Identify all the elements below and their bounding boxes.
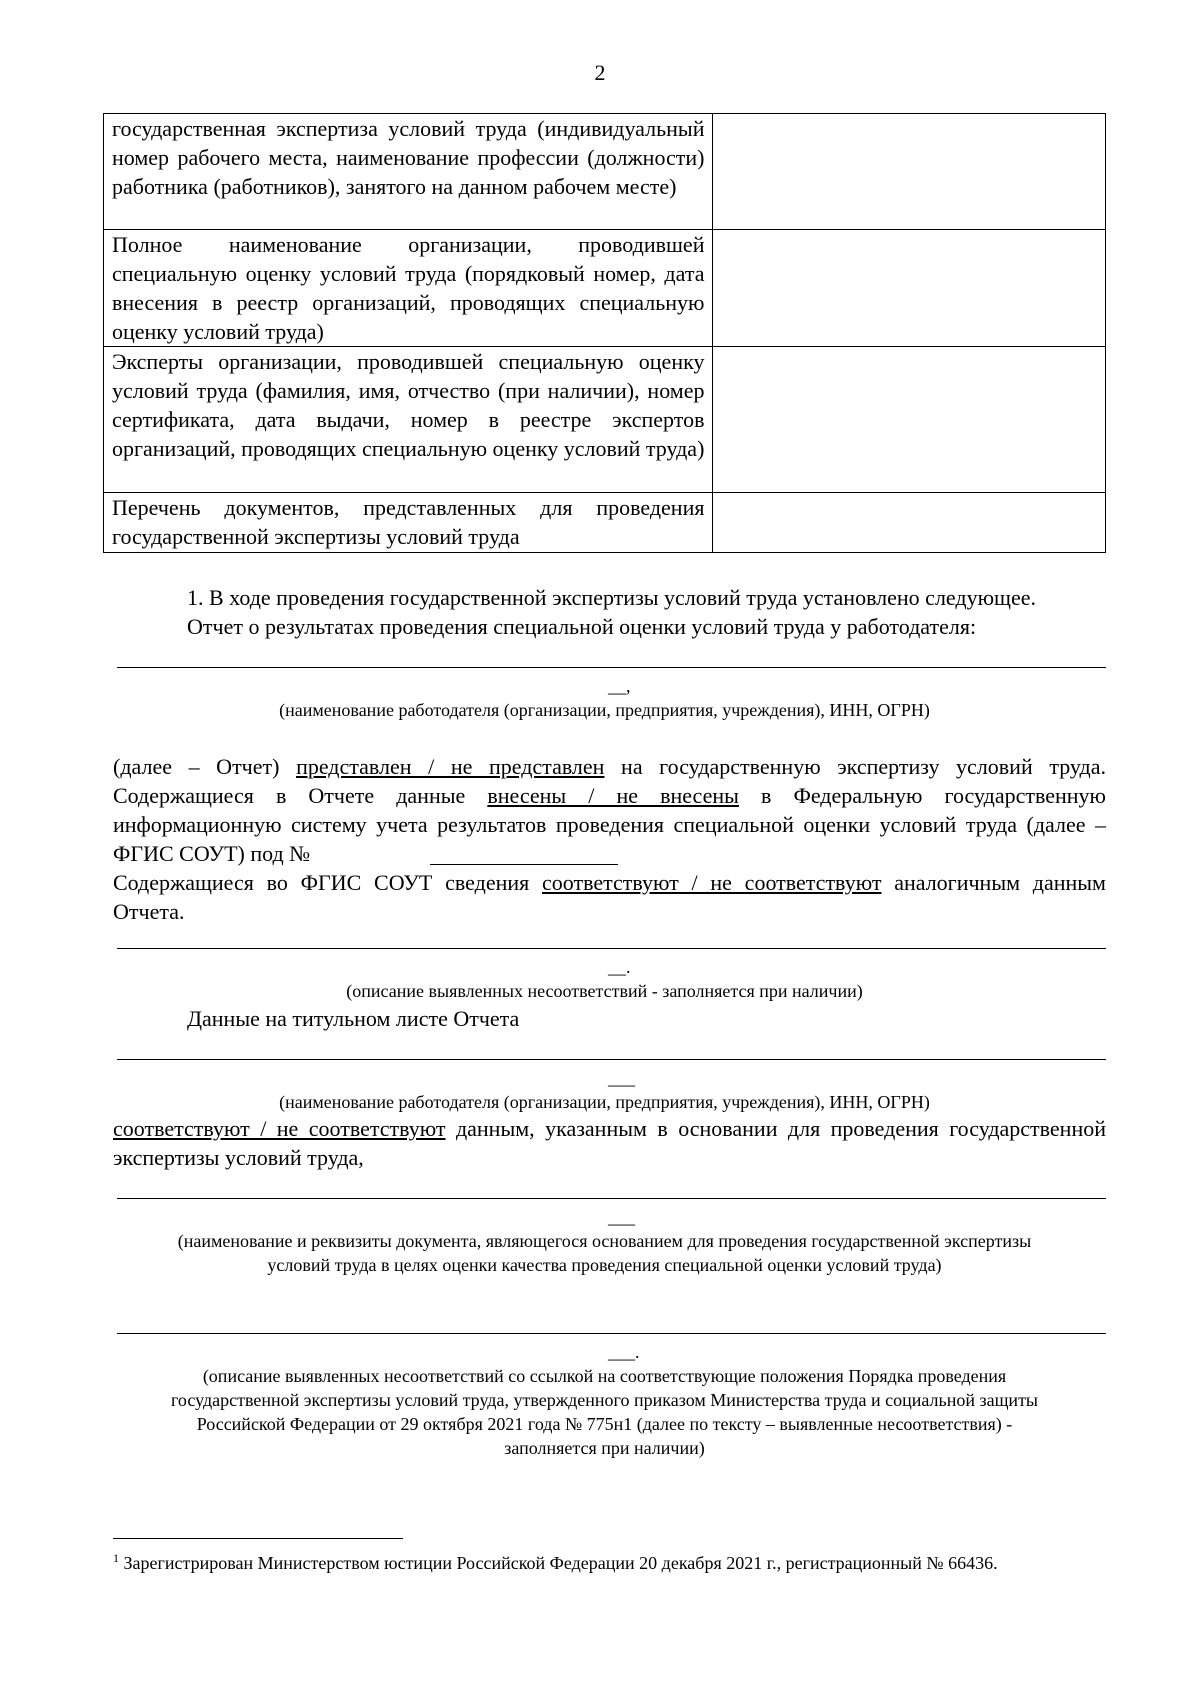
table-row: [104, 230, 1106, 347]
table-cell-label: Перечень документов, представленных для проведения государственной экспертизы условий труда: [104, 493, 713, 553]
fill-line: [117, 1059, 1106, 1060]
title-page-label: Данные на титульном листе Отчета: [187, 1006, 520, 1031]
info-table: [103, 113, 1106, 553]
caption-basis-document-2: условий труда в целях оценки качества проведения специальной оценки условий труда): [267, 1255, 942, 1275]
table-cell-label: Эксперты организации, проводившей специальную оценку условий труда (фамилия, имя, отчество (при наличии), номер сертификата, дата выдачи, номер в реестре экспертов организаций, проводящих специальную оценку условий труда): [104, 347, 713, 493]
page-number: 2: [594, 60, 606, 85]
fill-line-tail: ___: [608, 1068, 635, 1088]
table-row: [104, 347, 1106, 493]
report-status-paragraph: [113, 752, 1106, 868]
table-cell-label: государственная экспертиза условий труда (индивидуальный номер рабочего места, наименование профессии (должности) работника (работников), занятого на данном рабочем месте): [104, 114, 713, 230]
caption-mismatch-detail-4: заполняется при наличии): [504, 1438, 705, 1458]
registry-number-line: [430, 864, 618, 865]
report-text: данным, указанным в основании для проведения государственной экспертизы условий труда,: [113, 1116, 1106, 1170]
fill-line: [117, 1198, 1106, 1199]
report-option: соответствуют / не соответствуют: [113, 1116, 446, 1141]
footnote-text: Зарегистрирован Министерством юстиции Российской Федерации 20 декабря 2021 г., регистрационный № 66436.: [119, 1553, 998, 1573]
table-cell-value: [713, 230, 1106, 347]
fill-line: [117, 948, 1106, 949]
footnote: [113, 1546, 998, 1575]
table-row: [104, 114, 1106, 230]
report-text: аналогичным данным Отчета.: [113, 870, 1106, 924]
fgis-match-paragraph: [113, 868, 1106, 926]
footnote-separator: [113, 1538, 403, 1539]
caption-employer: (наименование работодателя (организации, предприятия, учреждения), ИНН, ОГРН): [279, 1092, 930, 1112]
caption-basis-document-1: (наименование и реквизиты документа, являющегося основанием для проведения государственной экспертизы: [177, 1231, 1032, 1251]
fill-line: [117, 667, 1106, 668]
caption-mismatch-detail-3: Российской Федерации от 29 октября 2021 года № 775н1 (далее по тексту – выявленные несоответствия) -: [196, 1414, 1013, 1434]
report-text: (далее – Отчет): [113, 754, 297, 779]
table-cell-value: [713, 347, 1106, 493]
fill-line-tail: ___.: [608, 1342, 640, 1362]
caption-mismatch-detail-1: (описание выявленных несоответствий со ссылкой на соответствующие положения Порядка проведения: [202, 1366, 1007, 1386]
report-option: представлен / не представлен: [296, 754, 605, 779]
report-option: соответствуют / не соответствуют: [542, 870, 882, 895]
report-text: в Федеральную государственную информационную систему учета результатов проведения специальной оценки условий труда (далее – ФГИС СОУТ) под №: [113, 783, 1106, 866]
table-row: [104, 493, 1106, 553]
fill-line-tail: ___: [608, 1207, 635, 1227]
section-1-report-line: Отчет о результатах проведения специальной оценки условий труда у работодателя:: [187, 614, 977, 639]
report-text: на государственную экспертизу условий труда. Содержащиеся в Отчете данные: [113, 754, 1106, 808]
fill-line-tail: __.: [608, 957, 631, 977]
caption-employer: (наименование работодателя (организации, предприятия, учреждения), ИНН, ОГРН): [279, 700, 930, 720]
section-1-intro: 1. В ходе проведения государственной экспертизы условий труда установлено следующее.: [187, 585, 1036, 610]
title-page-match-paragraph: [113, 1114, 1106, 1172]
fill-line: [117, 1333, 1106, 1334]
report-option: внесены / не внесены: [487, 783, 739, 808]
report-text: Содержащиеся во ФГИС СОУТ сведения: [113, 870, 542, 895]
fill-line-tail: __,: [608, 676, 631, 696]
table-cell-value: [713, 114, 1106, 230]
table-cell-label: Полное наименование организации, проводившей специальную оценку условий труда (порядковый номер, дата внесения в реестр организаций, проводящих специальную оценку условий труда): [104, 230, 713, 347]
caption-mismatch-detail-2: государственной экспертизы условий труда, утвержденного приказом Министерства труда и социальной защиты: [170, 1390, 1039, 1410]
footnote-mark: 1: [113, 1551, 119, 1565]
table-cell-value: [713, 493, 1106, 553]
caption-mismatch: (описание выявленных несоответствий - заполняется при наличии): [346, 981, 863, 1001]
